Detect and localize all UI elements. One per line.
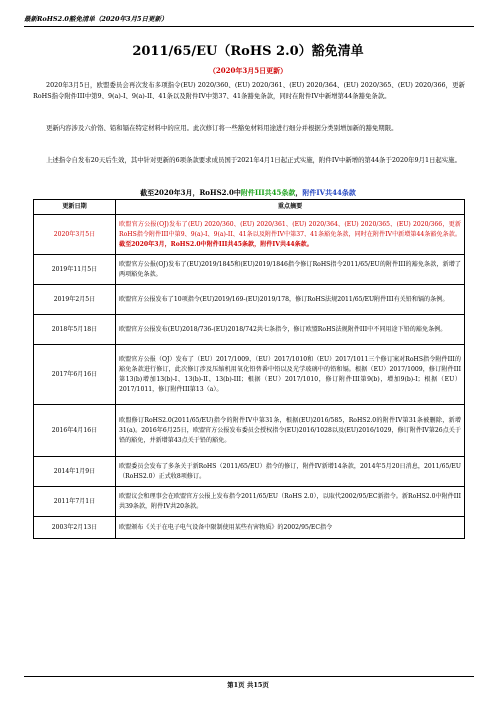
paragraph-intro: 2020年3月5日，欧盟委员会再次发布多项指令(EU) 2020/360、(EU) 2020/361、(EU) 2020/364、(EU) 2020/365、(EU) 2020/366，更新RoHS指令附件III中第9、9(a)-I、9(a)-II、41条以及附件IV中第37、41条豁免条款，同时在附件IV中新增第44条豁免条款。	[33, 81, 465, 100]
table-row	[34, 487, 465, 517]
footer-rule	[24, 676, 474, 677]
table-row	[34, 315, 465, 345]
row-summary-text: 欧盟官方公报(OJ)发布了(EU) 2020/360、(EU) 2020/361、(EU) 2020/364、(EU) 2020/365、(EU) 2020/366，更新RoHS指令附件III中第9、9(a)-I、9(a)-II、41条以及附件IV中第37、41条豁免条款，同时在附件IV中新增第44条豁免条款。	[119, 220, 461, 238]
table-row	[34, 517, 465, 539]
running-header: 最新RoHS2.0豁免清单（2020年3月5日更新）	[24, 15, 168, 23]
row-summary: 欧盟颁布《关于在电子电气设备中限制使用某些有害物质》的2002/95/EC指令	[116, 517, 465, 539]
document-subtitle: （2020年3月5日更新）	[208, 66, 288, 75]
row-summary: 欧盟委员会发布了多条关于新RoHS（2011/65/EU）指令的修订，附件IV新增14条款，2014年5月20日消息，2011/65/EU（RoHS2.0）正式收8项修订。	[116, 457, 465, 487]
caption-prefix: 截至2020年3月，RoHS2.0中	[140, 188, 241, 197]
header-key-summary: 重点摘要	[116, 200, 465, 215]
table-row	[34, 255, 465, 285]
caption-sep: ，	[295, 188, 303, 197]
table-caption	[0, 188, 496, 198]
row-date: 2014年1月9日	[34, 457, 116, 487]
row-date: 2018年5月18日	[34, 315, 116, 345]
row-summary-bold: 截至2020年3月，RoHS2.0中附件III共45条款，附件IV共44条款。	[119, 240, 313, 248]
row-summary: 欧盟修订RoHS2.0(2011/65/EU)指令的附件IV中第31条，根据(EU)2016/585，RoHS2.0的附件IV第31条被删除，新增31(a)。2016年6月25日，欧盟官方公报发布委员会授权指令(EU)2016/1028以及(EU)2016/1029，修订附件IV第26点关于铅的豁免，并新增第43点关于铅的豁免。	[116, 405, 465, 457]
document-title: 2011/65/EU（RoHS 2.0）豁免清单	[132, 44, 364, 59]
table-row	[34, 215, 465, 255]
row-date: 2016年4月16日	[34, 405, 116, 457]
row-date: 2011年7月1日	[34, 487, 116, 517]
table-row	[34, 457, 465, 487]
row-summary: 欧盟官方公报发布(EU)2018/736-(EU)2018/742共七条指令，修订欧盟RoHS法规附件III中不同用途下铅的豁免条例。	[116, 315, 465, 345]
table-row	[34, 405, 465, 457]
table-row	[34, 285, 465, 315]
header-rule	[24, 26, 474, 27]
caption-annex4: 附件IV共44条款	[302, 188, 356, 197]
row-summary: 欧盟官方公报发布了10项指令(EU)2019/169-(EU)2019/178，修订RoHS法规2011/65/EU附件III有关铅和镉的条例。	[116, 285, 465, 315]
page-number: 第1页 共15页	[227, 681, 269, 689]
paragraph-scope: 更新内容涉及六价铬、铅和镉在特定材料中的应用。此次修订将一些豁免材料用途进行细分并根据分类别增加新的豁免期限。	[46, 124, 398, 132]
paragraph-effective: 上述指令自发布20天后生效，其中针对更新的6项条款要求成员国于2021年4月1日起正式实施，附件IV中新增的第44条于2020年9月1日起实施。	[46, 156, 461, 164]
row-date: 2020年3月5日	[34, 215, 116, 255]
table-row	[34, 345, 465, 405]
row-summary	[116, 215, 465, 255]
row-date: 2019年11月5日	[34, 255, 116, 285]
row-date: 2003年2月13日	[34, 517, 116, 539]
caption-annex3: 附件III共45条款	[240, 188, 296, 197]
update-history-table	[33, 199, 465, 539]
header-update-date: 更新日期	[34, 200, 116, 215]
row-date: 2019年2月5日	[34, 285, 116, 315]
row-summary: 欧盟官方公报(OJ)发布了(EU)2019/1845和(EU)2019/1846指令修订RoHS指令2011/65/EU的附件III的豁免条款，新增了两项豁免条款。	[116, 255, 465, 285]
row-date: 2017年6月16日	[34, 345, 116, 405]
row-summary: 欧盟官方公报（OJ）发布了（EU）2017/1009、（EU）2017/1010和（EU）2017/1011三个修订案对RoHS指令附件III的豁免条款进行修订，此次修订涉及压缩机用氧化铅替番中铅以及光学玻璃中的铅和镉。根据（EU）2017/1009，修订附件III第13(b)增加13(b)-I、13(b)-II、13(b)-III；根据（EU）2017/1010，修订附件III第9(b)，增加9(b)-I；根据（EU）2017/1011，修订附件III第13（a）。	[116, 345, 465, 405]
row-summary: 欧盟议会和理事会在欧盟官方公报上发布指令2011/65/EU（RoHS 2.0），以取代2002/95/EC新指令。新RoHS2.0中附件III共39条款，附件IV共20条款。	[116, 487, 465, 517]
table-header-row	[34, 200, 465, 215]
